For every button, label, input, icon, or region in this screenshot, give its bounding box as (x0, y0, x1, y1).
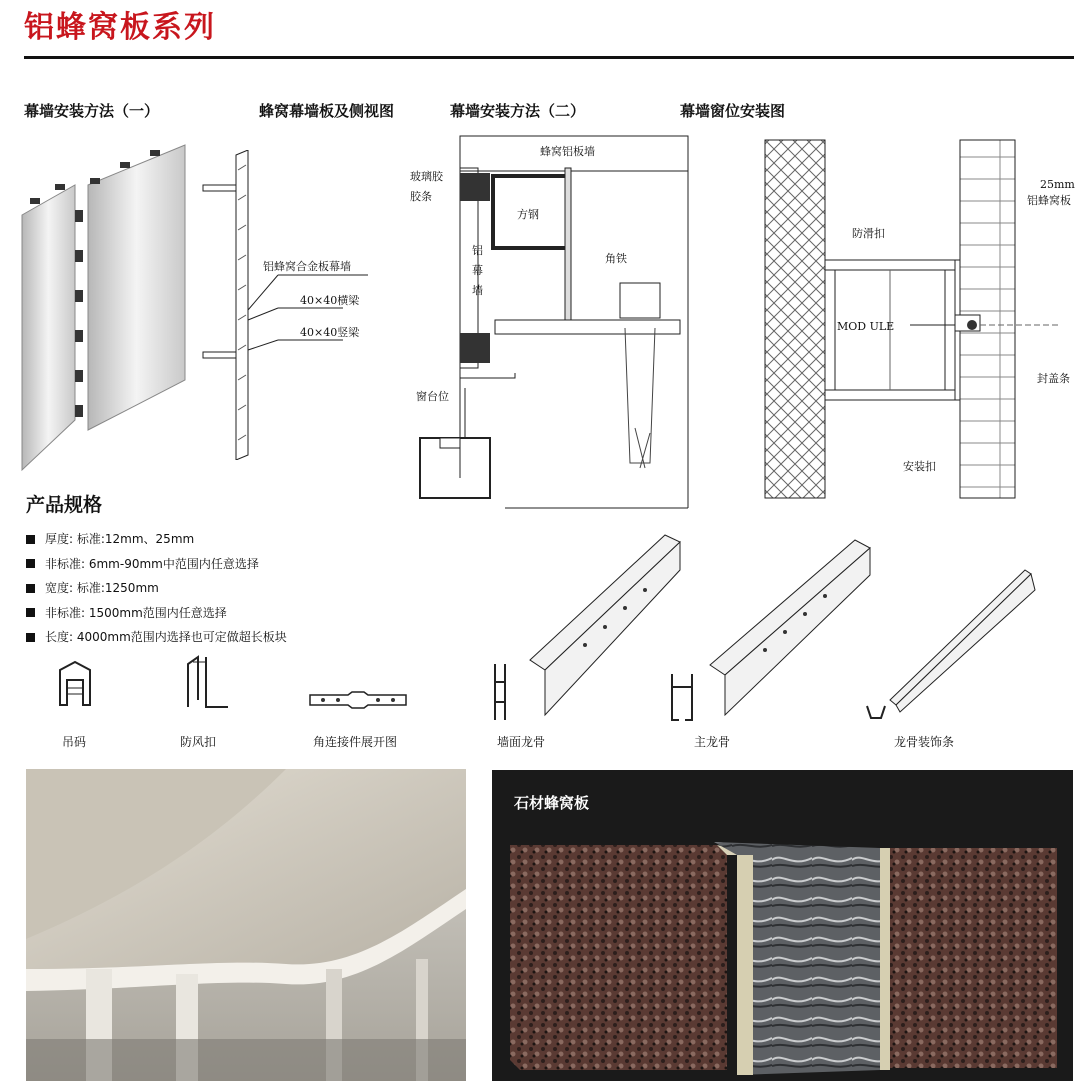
page-title: 铝蜂窝板系列 (24, 10, 216, 45)
angle-connector-icon (308, 690, 408, 710)
method1-title: 幕墙安装方法（一） (24, 102, 160, 120)
hanger-code-icon (55, 660, 95, 710)
wind-clip-icon (178, 652, 233, 712)
label-beam-h: 40×40横梁 (300, 294, 360, 307)
stone-panel-photo (492, 770, 1073, 1081)
label-curtain-2: 幕 (472, 264, 483, 277)
part-label-wall-keel: 墙面龙骨 (497, 735, 546, 749)
bullet-square-icon (26, 535, 35, 544)
specs-title: 产品规格 (26, 494, 103, 516)
spec-item: 非标准: 1500mm范围内任意选择 (26, 601, 287, 626)
part-label-hanger: 吊码 (62, 735, 87, 749)
window-title: 幕墙窗位安装图 (680, 102, 786, 120)
label-module: MOD ULE (837, 320, 895, 333)
label-strip: 胶条 (410, 190, 432, 203)
part-label-connector: 角连接件展开图 (313, 735, 398, 749)
label-glass-glue: 玻璃胶 (410, 170, 443, 183)
label-window-pos: 窗台位 (416, 390, 449, 403)
bullet-square-icon (26, 559, 35, 568)
label-curtain-1: 铝 (472, 244, 483, 257)
specs-list (26, 527, 287, 650)
bullet-square-icon (26, 608, 35, 617)
window-drawing (760, 135, 1080, 500)
side-view-title: 蜂窝幕墙板及侧视图 (259, 102, 395, 120)
label-cover-strip: 封盖条 (1037, 372, 1070, 385)
spec-item: 宽度: 标准:1250mm (26, 576, 287, 601)
spec-item: 厚度: 标准:12mm、25mm (26, 527, 287, 552)
label-beam-v: 40×40竖梁 (300, 326, 360, 339)
label-honeycomb-panel: 铝蜂窝板 (1027, 194, 1071, 207)
label-anti-slip: 防滑扣 (852, 227, 885, 240)
panel-drawing (20, 140, 195, 475)
bullet-square-icon (26, 633, 35, 642)
ceiling-photo (26, 769, 466, 1081)
method2-title: 幕墙安装方法（二） (450, 102, 586, 120)
main-keel-icon (667, 672, 697, 722)
label-steel: 方钢 (517, 208, 539, 221)
keel-trim-icon (865, 702, 887, 722)
keel-drawings (525, 530, 1080, 725)
stone-photo-title: 石材蜂窝板 (514, 794, 590, 812)
label-angle-iron: 角铁 (605, 252, 627, 265)
part-label-wind-clip: 防风扣 (180, 735, 217, 749)
side-view-drawing (198, 150, 398, 460)
spec-item: 长度: 4000mm范围内选择也可定做超长板块 (26, 625, 287, 650)
label-top-wall: 蜂窝铝板墙 (540, 145, 595, 158)
wall-keel-icon (490, 662, 510, 722)
title-divider (24, 56, 1074, 59)
label-thickness: 25mm (1040, 178, 1075, 191)
label-install-buckle: 安装扣 (903, 460, 936, 473)
label-panel-wall: 铝蜂窝合金板幕墙 (263, 260, 351, 273)
spec-item: 非标准: 6mm-90mm中范围内任意选择 (26, 552, 287, 577)
method2-drawing (405, 128, 690, 513)
part-label-main-keel: 主龙骨 (694, 735, 731, 749)
bullet-square-icon (26, 584, 35, 593)
label-curtain-3: 墙 (472, 284, 483, 297)
part-label-keel-trim: 龙骨装饰条 (894, 735, 955, 749)
